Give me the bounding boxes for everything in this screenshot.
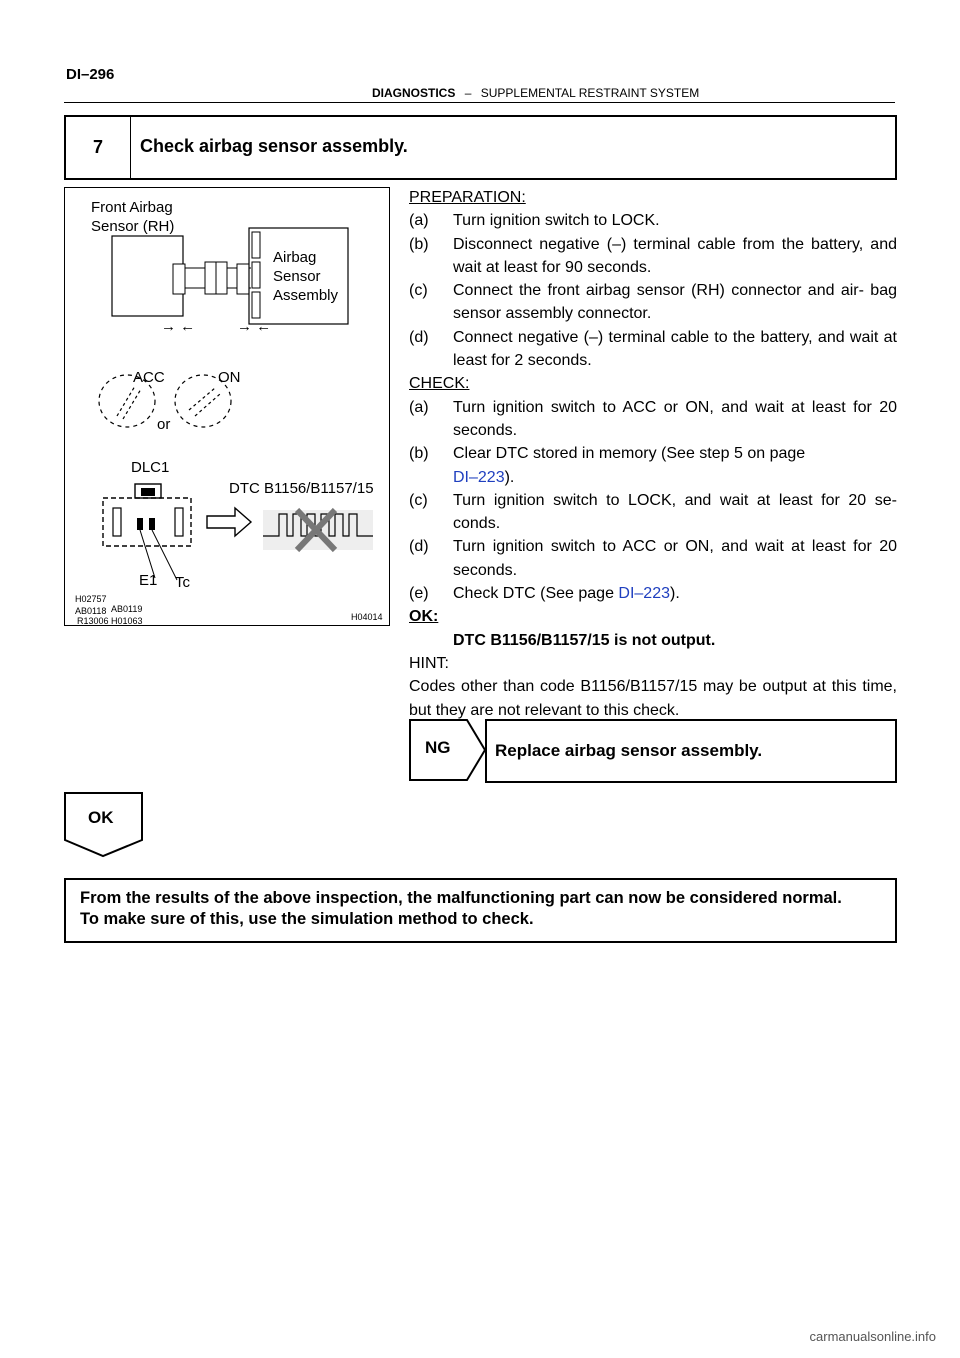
diagnostic-figure [64, 187, 390, 626]
hint-heading: HINT: [409, 654, 449, 672]
conclusion-line-1: From the results of the above inspection, the malfunctioning part can now be considered normal. [80, 889, 842, 907]
instruction-text [409, 186, 897, 722]
figure-drawing [65, 188, 389, 625]
tc-label: Tc [175, 574, 190, 591]
check-item-text: Turn ignition switch to ACC or ON, and wait at least for 20 seconds. [453, 398, 897, 439]
check-item-text [453, 582, 897, 605]
check-item-text: Turn ignition switch to LOCK, and wait at least for 20 se- conds. [453, 491, 897, 533]
figure-code-1: H02757 [75, 594, 107, 604]
hint-text: Codes other than code B1156/B1157/15 may be output at this time, but they are not relevant to this check. [409, 678, 897, 719]
page-link-di223-2[interactable]: DI–223 [618, 585, 670, 603]
check-item-e-tail: ). [670, 585, 680, 603]
prep-item-label: (d) [409, 328, 429, 346]
prep-item-label: (c) [409, 282, 428, 300]
front-sensor-label-1: Front Airbag [91, 199, 173, 216]
ng-action-box [485, 719, 897, 783]
header-section: DIAGNOSTICS [372, 86, 456, 100]
check-item [409, 535, 897, 582]
prep-item-label: (a) [409, 212, 429, 230]
preparation-heading: PREPARATION: [409, 189, 526, 206]
figure-code-5: H01063 [111, 616, 143, 626]
step-number: 7 [66, 117, 131, 178]
step-box [64, 115, 897, 180]
check-item [409, 582, 897, 605]
ok-heading: OK: [409, 608, 439, 626]
conclusion-text [80, 888, 842, 930]
arrows-front: → ← [161, 318, 196, 335]
on-label: ON [218, 369, 241, 386]
ng-branch [409, 719, 895, 781]
check-item-text: Turn ignition switch to ACC or ON, and wait at least for 20 seconds. [453, 538, 897, 579]
arrows-assembly: → ← [237, 318, 272, 335]
prep-item-text: Connect negative (–) terminal cable to the battery, and wait at least for 2 seconds. [453, 328, 897, 370]
figure-code-3: AB0119 [111, 604, 143, 614]
step-title: Check airbag sensor assembly. [140, 136, 408, 156]
ng-action: Replace airbag sensor assembly. [495, 741, 763, 760]
header-subsection: SUPPLEMENTAL RESTRAINT SYSTEM [480, 86, 700, 100]
page-header [372, 86, 699, 100]
conclusion-box [64, 878, 897, 943]
assembly-label-1: Airbag [273, 249, 317, 266]
check-item [409, 442, 897, 489]
prep-item-text: Disconnect negative (–) terminal cable from the battery, and wait at least for 90 seconds. [453, 235, 897, 276]
figure-code-6: H04014 [351, 612, 383, 622]
check-item-b-text: Clear DTC stored in memory (See step 5 on page [453, 445, 806, 463]
ok-branch [64, 792, 144, 858]
acc-label: ACC [133, 369, 165, 386]
assembly-label-2: Sensor [273, 268, 321, 285]
check-item-label: (e) [409, 585, 429, 603]
ok-condition: DTC B1156/B1157/15 is not output. [453, 631, 716, 649]
dlc-label: DLC1 [131, 459, 170, 476]
header-separator: – [464, 86, 472, 100]
check-item-label: (b) [409, 445, 429, 463]
page-number: DI–296 [66, 66, 115, 83]
watermark: carmanualsonline.info [809, 1329, 936, 1344]
check-item-b-tail: ). [504, 468, 515, 486]
assembly-label-3: Assembly [273, 287, 339, 304]
e1-label: E1 [139, 572, 158, 589]
check-item-text [453, 442, 897, 489]
prep-item-text: Turn ignition switch to LOCK. [453, 212, 660, 230]
or-label: or [157, 416, 171, 433]
check-item-e-text: Check DTC (See page [453, 585, 619, 603]
prep-item [409, 279, 897, 326]
check-item [409, 489, 897, 536]
prep-item [409, 209, 897, 232]
prep-item [409, 233, 897, 280]
header-rule [64, 102, 895, 103]
ok-label: OK [88, 808, 114, 827]
figure-code-4: R13006 [77, 616, 109, 626]
dtc-label: DTC B1156/B1157/15 [229, 480, 374, 497]
check-item-label: (c) [409, 491, 428, 509]
check-item-label: (a) [409, 398, 429, 416]
check-heading: CHECK: [409, 375, 470, 393]
ng-label: NG [425, 738, 451, 757]
front-sensor-label-2: Sensor (RH) [91, 218, 175, 235]
prep-item-text: Connect the front airbag sensor (RH) connector and air- bag sensor assembly connector. [453, 282, 897, 323]
page-link-di223[interactable]: DI–223 [453, 468, 505, 486]
conclusion-line-2: To make sure of this, use the simulation method to check. [80, 910, 534, 928]
prep-item-label: (b) [409, 235, 429, 253]
check-item [409, 396, 897, 443]
check-item-label: (d) [409, 538, 429, 556]
prep-item [409, 326, 897, 373]
figure-code-2: AB0118 [75, 606, 107, 616]
